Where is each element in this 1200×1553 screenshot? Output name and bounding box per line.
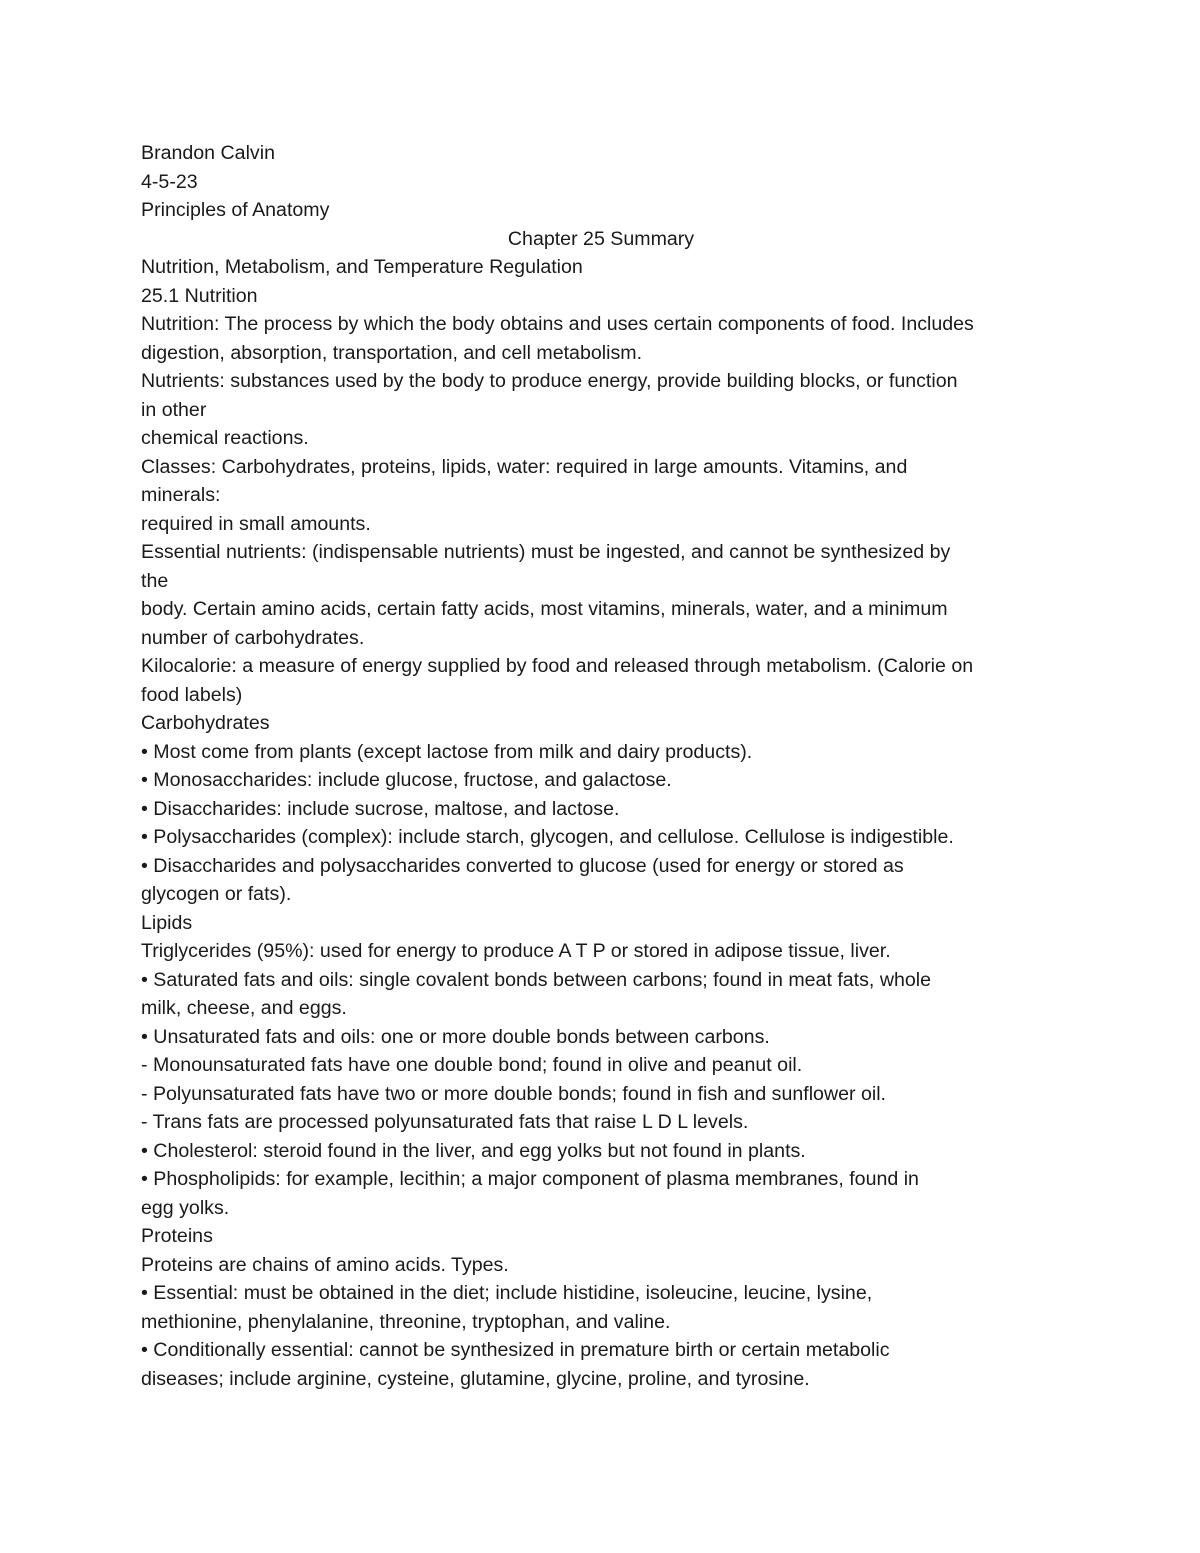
text-line: methionine, phenylalanine, threonine, tryptophan, and valine.	[141, 1310, 671, 1333]
bullet-line: • Monosaccharides: include glucose, fructose, and galactose.	[141, 769, 672, 791]
text-line: Kilocalorie: a measure of energy supplied by food and released through metabolism. (Calorie on	[141, 655, 974, 677]
bullet-line: • Disaccharides: include sucrose, maltose, and lactose.	[141, 797, 620, 820]
bullet-line: • Cholesterol: steroid found in the liver, and egg yolks but not found in plants.	[141, 1139, 806, 1162]
text-line: chemical reactions.	[141, 427, 309, 449]
text-line: Proteins are chains of amino acids. Types.	[141, 1253, 509, 1276]
bullet-line: • Essential: must be obtained in the diet; include histidine, isoleucine, leucine, lysine,	[141, 1282, 873, 1304]
bullet-line: • Disaccharides and polysaccharides converted to glucose (used for energy or stored as	[141, 854, 904, 877]
dash-line: - Polyunsaturated fats have two or more double bonds; found in fish and sunflower oil.	[141, 1082, 887, 1105]
text-line: glycogen or fats).	[141, 883, 292, 905]
bullet-line: • Most come from plants (except lactose from milk and dairy products).	[141, 740, 753, 763]
text-line: body. Certain amino acids, certain fatty acids, most vitamins, minerals, water, and a minimum	[141, 598, 948, 620]
bullet-line: • Polysaccharides (complex): include starch, glycogen, and cellulose. Cellulose is indigestible.	[141, 826, 954, 848]
text-line: diseases; include arginine, cysteine, glutamine, glycine, proline, and tyrosine.	[141, 1367, 810, 1390]
bullet-line: • Saturated fats and oils: single covalent bonds between carbons; found in meat fats, whole	[141, 968, 932, 991]
dash-line: - Trans fats are processed polyunsaturated fats that raise L D L levels.	[141, 1111, 749, 1133]
text-line: the	[141, 569, 169, 592]
text-line: Essential nutrients: (indispensable nutrients) must be ingested, and cannot be synthesized by	[141, 541, 951, 563]
text-line: digestion, absorption, transportation, and cell metabolism.	[141, 341, 643, 364]
bullet-line: • Unsaturated fats and oils: one or more double bonds between carbons.	[141, 1025, 770, 1048]
subsection-heading: Lipids	[141, 911, 193, 934]
text-line: milk, cheese, and eggs.	[141, 997, 347, 1019]
text-line: Nutrients: substances used by the body to produce energy, provide building blocks, or function	[141, 370, 958, 392]
text-line: number of carbohydrates.	[141, 626, 365, 649]
text-line: food labels)	[141, 683, 243, 706]
text-line: in other	[141, 398, 207, 421]
course-name: Principles of Anatomy	[141, 199, 330, 221]
text-line: egg yolks.	[141, 1196, 230, 1219]
date-line: 4-5-23	[141, 170, 198, 193]
text-line: required in small amounts.	[141, 512, 371, 535]
chapter-subtitle: Nutrition, Metabolism, and Temperature Regulation	[141, 256, 583, 278]
text-line: Nutrition: The process by which the body obtains and uses certain components of food. Includes	[141, 313, 974, 335]
bullet-line: • Conditionally essential: cannot be synthesized in premature birth or certain metabolic	[141, 1339, 890, 1361]
bullet-line: • Phospholipids: for example, lecithin; a major component of plasma membranes, found in	[141, 1168, 919, 1190]
document-title: Chapter 25 Summary	[507, 227, 695, 250]
text-line: Triglycerides (95%): used for energy to produce A T P or stored in adipose tissue, liver.	[141, 940, 891, 962]
author-name: Brandon Calvin	[141, 142, 275, 164]
document-body	[141, 139, 1071, 1393]
text-line: minerals:	[141, 484, 221, 506]
subsection-heading: Carbohydrates	[141, 712, 270, 734]
dash-line: - Monounsaturated fats have one double bond; found in olive and peanut oil.	[141, 1054, 803, 1076]
text-line: Classes: Carbohydrates, proteins, lipids, water: required in large amounts. Vitamins, and	[141, 455, 908, 478]
section-heading: 25.1 Nutrition	[141, 284, 258, 307]
subsection-heading: Proteins	[141, 1225, 213, 1247]
